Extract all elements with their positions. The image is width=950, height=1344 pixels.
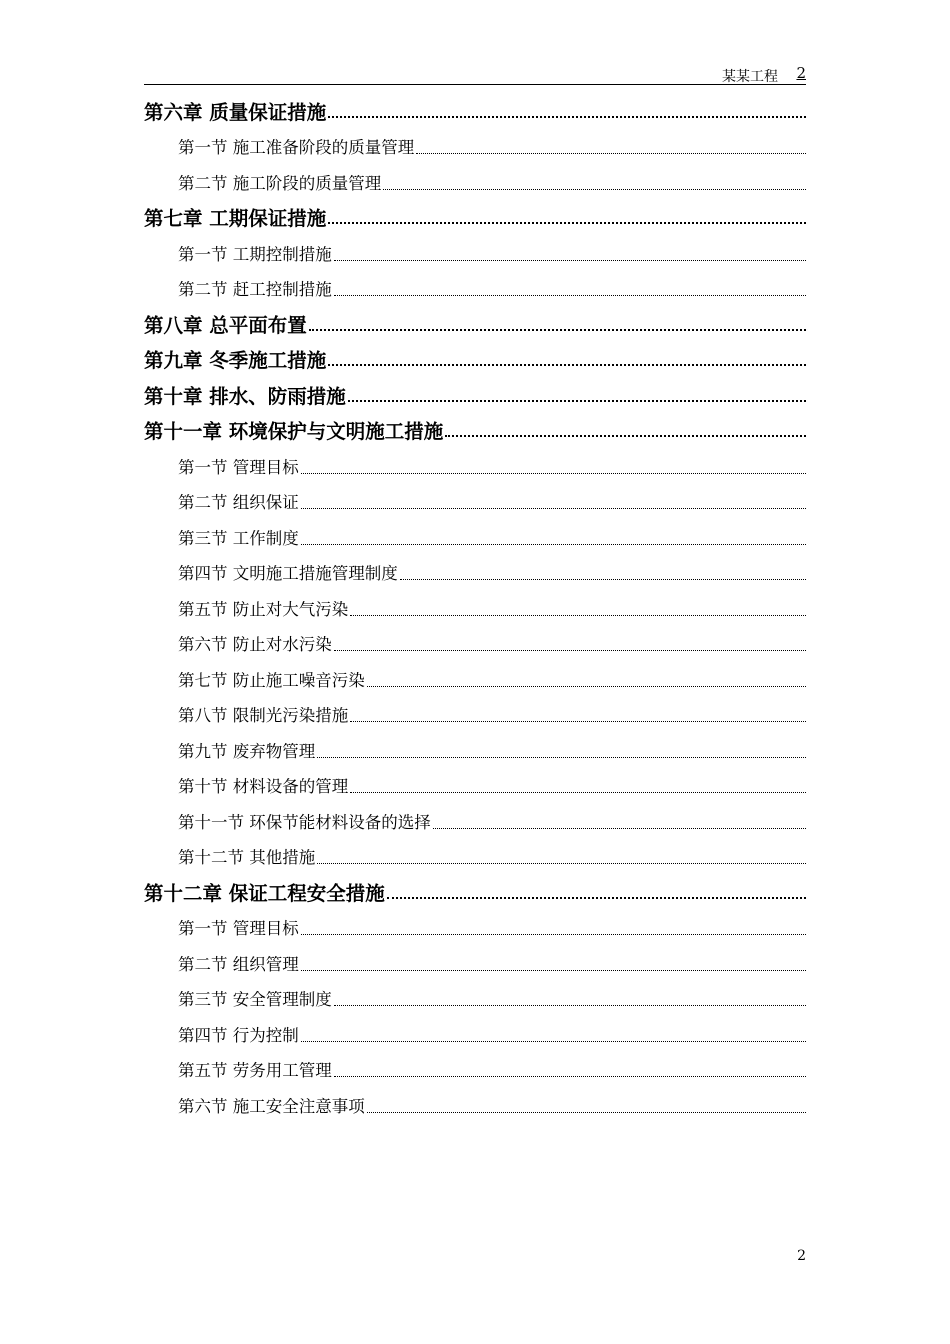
toc-entry-text: 第三节 安全管理制度 [178, 990, 332, 1010]
toc-section-entry[interactable] [144, 235, 806, 271]
toc-entry-text: 第九节 废弃物管理 [178, 741, 316, 761]
dot-leader [334, 650, 806, 651]
page-header [144, 62, 806, 85]
toc-entry-text: 第二节 施工阶段的质量管理 [178, 173, 382, 193]
dot-leader [334, 1076, 806, 1077]
toc-entry-text: 第五节 劳务用工管理 [178, 1061, 332, 1081]
dot-leader [301, 1041, 806, 1042]
toc-section-entry[interactable] [144, 626, 806, 662]
toc-section-entry[interactable] [144, 448, 806, 484]
dot-leader [334, 1005, 806, 1006]
toc-entry-text: 第十二章 保证工程安全措施 [144, 881, 385, 905]
dot-leader [383, 189, 806, 190]
toc-section-entry[interactable] [144, 839, 806, 875]
toc-section-entry[interactable] [144, 697, 806, 733]
dot-leader [367, 1112, 806, 1113]
toc-section-entry[interactable] [144, 732, 806, 768]
toc-entry-text: 第一节 管理目标 [178, 919, 299, 939]
toc-chapter-entry[interactable] [144, 200, 806, 236]
toc-entry-text: 第七节 防止施工噪音污染 [178, 670, 365, 690]
toc-entry-text: 第二节 组织保证 [178, 493, 299, 513]
footer-page-number: 2 [797, 1248, 806, 1264]
dot-leader [328, 222, 806, 224]
dot-leader [328, 116, 806, 118]
header-title: 某某工程 [722, 69, 778, 85]
toc-entry-text: 第十章 排水、防雨措施 [144, 384, 346, 408]
toc-entry-text: 第六章 质量保证措施 [144, 100, 327, 124]
dot-leader [350, 615, 806, 616]
toc-section-entry[interactable] [144, 519, 806, 555]
toc-entry-text: 第四节 行为控制 [178, 1025, 299, 1045]
toc-section-entry[interactable] [144, 1016, 806, 1052]
toc-entry-text: 第一节 施工准备阶段的质量管理 [178, 138, 415, 158]
toc-section-entry[interactable] [144, 555, 806, 591]
dot-leader [445, 435, 806, 437]
toc-chapter-entry[interactable] [144, 342, 806, 378]
toc-section-entry[interactable] [144, 1087, 806, 1123]
toc-entry-text: 第十一节 环保节能材料设备的选择 [178, 812, 431, 832]
table-of-contents [144, 93, 806, 1123]
dot-leader [301, 473, 806, 474]
toc-section-entry[interactable] [144, 129, 806, 165]
toc-section-entry[interactable] [144, 484, 806, 520]
toc-entry-text: 第九章 冬季施工措施 [144, 349, 327, 373]
dot-leader [400, 579, 806, 580]
dot-leader [350, 792, 806, 793]
dot-leader [317, 863, 806, 864]
toc-section-entry[interactable] [144, 803, 806, 839]
dot-leader [301, 508, 806, 509]
toc-entry-text: 第六节 施工安全注意事项 [178, 1096, 365, 1116]
toc-section-entry[interactable] [144, 910, 806, 946]
toc-section-entry[interactable] [144, 981, 806, 1017]
dot-leader [433, 828, 806, 829]
toc-chapter-entry[interactable] [144, 306, 806, 342]
toc-section-entry[interactable] [144, 945, 806, 981]
toc-section-entry[interactable] [144, 1052, 806, 1088]
dot-leader [328, 364, 806, 366]
dot-leader [334, 295, 806, 296]
toc-chapter-entry[interactable] [144, 874, 806, 910]
toc-entry-text: 第八节 限制光污染措施 [178, 706, 349, 726]
toc-chapter-entry[interactable] [144, 377, 806, 413]
dot-leader [387, 897, 806, 899]
toc-entry-text: 第二节 组织管理 [178, 954, 299, 974]
dot-leader [348, 400, 806, 402]
toc-entry-text: 第十一章 环境保护与文明施工措施 [144, 420, 444, 444]
toc-entry-text: 第三节 工作制度 [178, 528, 299, 548]
dot-leader [334, 260, 806, 261]
toc-section-entry[interactable] [144, 271, 806, 307]
toc-entry-text: 第十二节 其他措施 [178, 848, 316, 868]
toc-chapter-entry[interactable] [144, 93, 806, 129]
dot-leader [301, 970, 806, 971]
toc-entry-text: 第四节 文明施工措施管理制度 [178, 564, 398, 584]
toc-entry-text: 第七章 工期保证措施 [144, 207, 327, 231]
toc-entry-text: 第六节 防止对水污染 [178, 635, 332, 655]
toc-section-entry[interactable] [144, 768, 806, 804]
dot-leader [416, 153, 806, 154]
dot-leader [367, 686, 806, 687]
toc-entry-text: 第八章 总平面布置 [144, 313, 307, 337]
toc-entry-text: 第二节 赶工控制措施 [178, 280, 332, 300]
toc-chapter-entry[interactable] [144, 413, 806, 449]
toc-section-entry[interactable] [144, 661, 806, 697]
dot-leader [317, 757, 806, 758]
toc-entry-text: 第十节 材料设备的管理 [178, 777, 349, 797]
header-page-number: 2 [796, 64, 806, 82]
dot-leader [301, 544, 806, 545]
dot-leader [301, 934, 806, 935]
toc-entry-text: 第一节 管理目标 [178, 457, 299, 477]
toc-section-entry[interactable] [144, 590, 806, 626]
toc-entry-text: 第一节 工期控制措施 [178, 244, 332, 264]
toc-section-entry[interactable] [144, 164, 806, 200]
toc-entry-text: 第五节 防止对大气污染 [178, 599, 349, 619]
dot-leader [309, 329, 806, 331]
dot-leader [350, 721, 806, 722]
